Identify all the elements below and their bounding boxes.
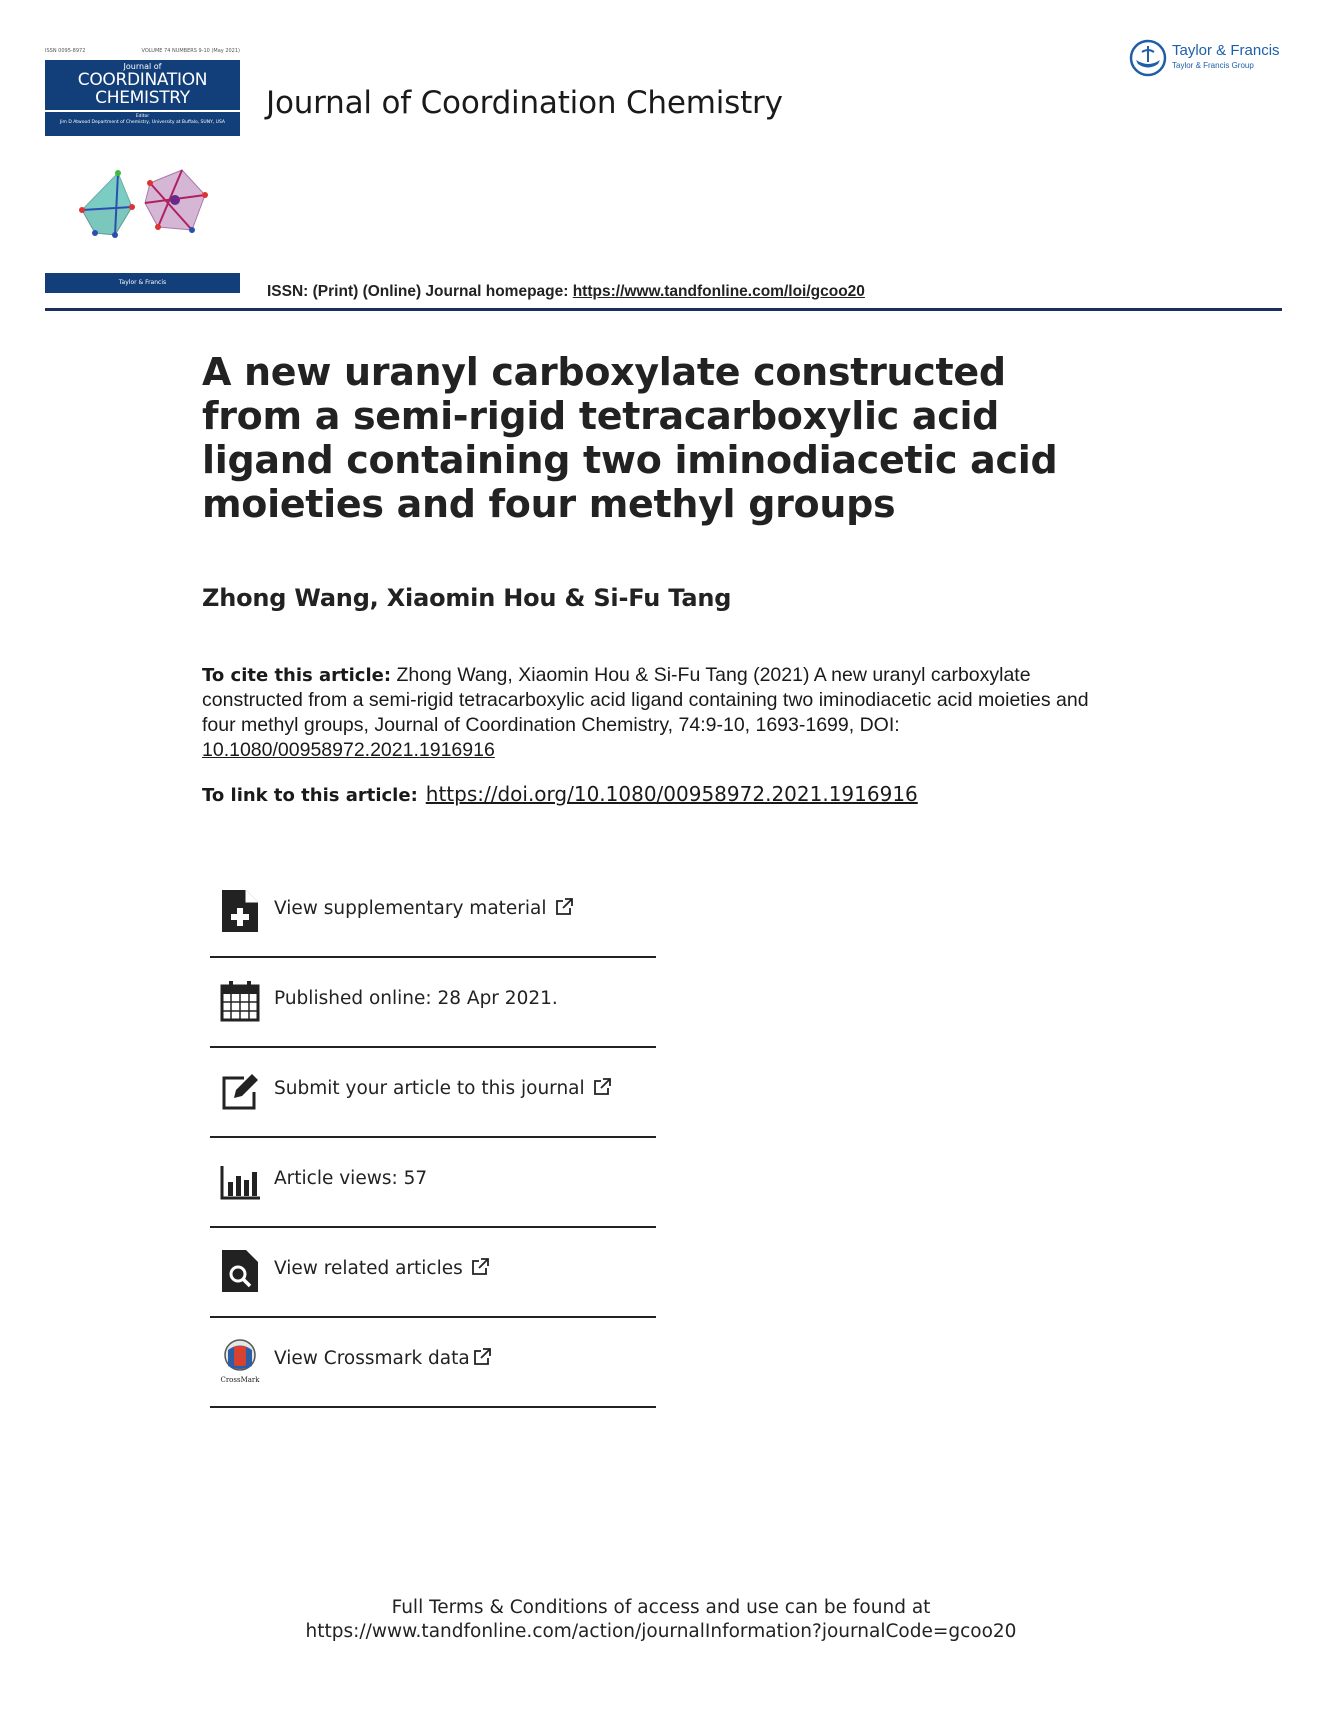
cover-publisher: Taylor & Francis xyxy=(118,279,167,286)
citation-block xyxy=(202,663,1102,763)
submit-text: Submit your article to this journal xyxy=(274,1078,585,1099)
cite-label: To cite this article: xyxy=(202,665,392,686)
cite-doi-link[interactable]: 10.1080/00958972.2021.1916916 xyxy=(202,739,495,761)
article-link-line xyxy=(202,782,918,806)
cover-journal-of: Journal of xyxy=(123,62,162,71)
article-doi-link[interactable]: https://doi.org/10.1080/00958972.2021.1916916 xyxy=(425,782,918,806)
article-authors: Zhong Wang, Xiaomin Hou & Si-Fu Tang xyxy=(202,584,732,612)
related-articles-item[interactable] xyxy=(210,1228,656,1318)
footer-line1: Full Terms & Conditions of access and use can be found at xyxy=(391,1597,931,1618)
header-rule xyxy=(45,308,1282,311)
file-search-icon xyxy=(220,1248,260,1294)
related-label xyxy=(274,1258,489,1279)
issn-text: ISSN: (Print) (Online) Journal homepage: xyxy=(267,283,573,300)
external-link-icon xyxy=(471,1258,489,1276)
supplementary-material-item[interactable] xyxy=(210,868,656,958)
supplementary-text: View supplementary material xyxy=(274,898,547,919)
cover-editor-label: Editor xyxy=(135,114,150,119)
external-link-icon xyxy=(593,1078,611,1096)
cover-issn: ISSN 0095-8972 xyxy=(45,48,86,54)
article-views-text: Article views: 57 xyxy=(274,1168,428,1189)
article-actions-list xyxy=(210,868,656,1408)
crossmark-logo-text: CrossMark xyxy=(220,1376,260,1384)
cover-volume: VOLUME 74 NUMBERS 9-10 (May 2021) xyxy=(141,48,240,54)
cover-molecule-image xyxy=(70,165,220,240)
crossmark-icon xyxy=(220,1338,260,1384)
cite-text: Zhong Wang, Xiaomin Hou & Si-Fu Tang (2021) A new uranyl carboxylate constructed from a semi-rigid tetracarboxylic acid ligand containing two iminodiacetic acid moieties and four methyl groups, Journal of Coordination Chemistry, 74:9-10, 1693-1699, DOI: xyxy=(202,664,1089,736)
calendar-icon xyxy=(220,978,260,1024)
journal-homepage-link[interactable]: https://www.tandfonline.com/loi/gcoo20 xyxy=(572,283,865,300)
footer-terms-link[interactable]: https://www.tandfonline.com/action/journalInformation?journalCode=gcoo20 xyxy=(305,1621,1017,1642)
supplementary-label xyxy=(274,898,573,919)
footer-terms xyxy=(0,1596,1322,1644)
submit-article-item[interactable] xyxy=(210,1048,656,1138)
article-title: A new uranyl carboxylate constructed from a semi-rigid tetracarboxylic acid ligand containing two iminodiacetic acid moieties and four methyl groups xyxy=(202,350,1058,526)
crossmark-item[interactable] xyxy=(210,1318,656,1408)
cover-title-line1: COORDINATION xyxy=(77,70,208,90)
crossmark-label xyxy=(274,1348,491,1369)
related-text: View related articles xyxy=(274,1258,463,1279)
external-link-icon xyxy=(555,898,573,916)
cover-publisher-strip xyxy=(45,273,240,293)
publisher-group: Taylor & Francis Group xyxy=(1172,61,1254,70)
cover-title-line2: CHEMISTRY xyxy=(95,88,190,108)
article-views-item xyxy=(210,1138,656,1228)
journal-title: Journal of Coordination Chemistry xyxy=(266,85,783,121)
file-plus-icon xyxy=(220,888,260,934)
cover-meta xyxy=(45,48,240,60)
link-label: To link to this article: xyxy=(202,785,418,806)
crossmark-text: View Crossmark data xyxy=(274,1348,470,1369)
bar-chart-icon xyxy=(220,1158,260,1204)
cover-editor xyxy=(45,112,240,136)
publisher-name: Taylor & Francis xyxy=(1172,42,1280,59)
external-link-icon xyxy=(473,1348,491,1366)
issn-line xyxy=(267,283,865,301)
published-online-item xyxy=(210,958,656,1048)
submit-label xyxy=(274,1078,611,1099)
cover-editor-text: Jim D Atwood Department of Chemistry, University at Buffalo, SUNY, USA xyxy=(59,120,225,125)
published-online-text: Published online: 28 Apr 2021. xyxy=(274,988,558,1009)
edit-icon xyxy=(220,1068,260,1114)
cover-banner xyxy=(45,60,240,110)
